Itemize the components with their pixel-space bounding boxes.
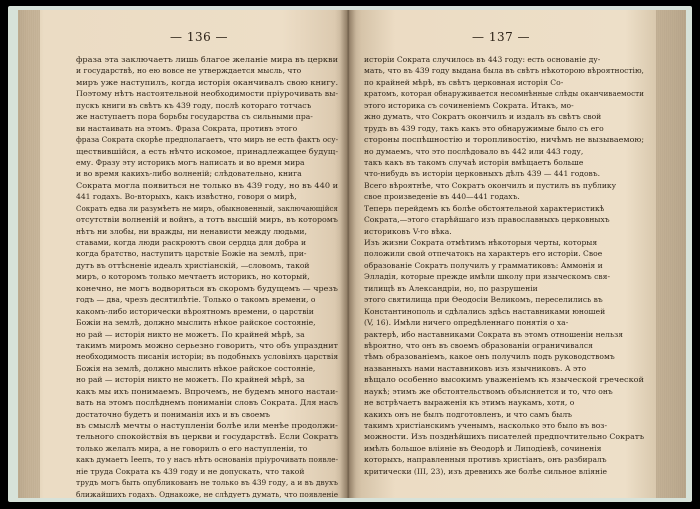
text-line: тилищѣ въ Александріи, но, по разрушеніи <box>364 283 538 293</box>
text-line: пускъ книги въ свѣтъ къ 439 году, послѣ котораго тотчасъ <box>76 100 312 110</box>
text-line: Божіи на землѣ, должно мыслить нѣкое райское состояніе, <box>76 318 316 328</box>
text-line: ближайшихъ годахъ. Однакоже, не слѣдуетъ думать, что появленіе <box>76 489 338 498</box>
text-line: какихъ онъ не былъ подготовленъ, и что самъ былъ <box>364 409 572 419</box>
text-line: Поэтому нѣтъ настоятельной необходимости пріурочивать вы- <box>76 89 338 99</box>
right-page <box>348 10 686 498</box>
text-line: рактерѣ, ибо наставниками Сократа въ этомъ отношеніи нельзя <box>364 329 624 339</box>
text-line: стороны поспѣшностію и торопливостію, ничѣмъ не вызываемою; <box>364 135 644 145</box>
text-line: положили свой отпечатокъ на характеръ его исторіи. Свое <box>364 249 603 259</box>
text-line: ставами, когда люди раскроютъ свои сердца для добра и <box>76 238 307 247</box>
text-line: конечно, не могъ водворяться въ скоромъ будущемъ — чрезъ <box>76 283 338 293</box>
left-page-edges <box>18 10 40 498</box>
text-line: историковъ V-го вѣка. <box>364 226 452 236</box>
text-line: можности. Изъ позднѣйшихъ писателей предпочтительно Сократъ <box>364 432 644 442</box>
text-line: не встрѣчаетъ выраженія къ этимъ наукамъ, хотя, о <box>364 398 575 408</box>
text-line: (V, 16). Имѣли ничего опредѣленнаго понятія о ха- <box>364 318 569 328</box>
text-line: ему. Фразу эту историкъ могъ написать и во время мира <box>76 157 305 167</box>
text-line: же наступаетъ пора борьбы государства съ сильными пра- <box>76 112 313 122</box>
text-line: тѣмъ образованіемъ, какое онъ получилъ подъ руководствомъ <box>364 352 615 362</box>
text-line: достаточно будетъ и пониманія ихъ и въ своемъ <box>76 409 271 419</box>
text-line: фраза Сократа скорѣе предполагаетъ, что миръ не есть фактъ осу- <box>76 135 338 145</box>
text-line: годъ — два, чрезъ десятилѣтіе. Только о такомъ времени, о <box>76 295 316 305</box>
text-line: но рай — исторія никто не можетъ. По крайней мѣрѣ, за <box>76 375 305 385</box>
text-line: въ смыслѣ мечты о наступленіи болѣе или менѣе продолжи- <box>76 421 338 430</box>
text-line: миръ уже наступилъ, когда исторія оканчивалъ свою книгу. <box>76 77 338 87</box>
book-gutter <box>340 10 356 498</box>
text-line: дутъ въ оттѣсненіе идеалъ христіанскій, —словомъ, такой <box>76 260 310 270</box>
text-line: ніе труда Сократа къ 439 году и не допускать, что такой <box>76 466 305 476</box>
text-line: такимъ миромъ можно серьезно говорить, что объ упразднит <box>76 340 338 350</box>
text-line: и государствѣ, но ею вовсе не утверждается мысль, что <box>76 66 302 76</box>
text-line: такимъ христіанскимъ ученымъ, насколько это было въ воз- <box>364 421 608 430</box>
left-page-number: — 136 — <box>170 30 229 44</box>
left-page <box>18 10 348 498</box>
text-line: какъ мы ихъ понимаемъ. Впрочемъ, не будемъ много настаи- <box>76 386 338 396</box>
text-line: Сократа могла появиться не только въ 439 году, но въ 440 и <box>76 180 338 190</box>
text-line: Изъ жизни Сократа отмѣтимъ нѣкоторыя черты, которыя <box>364 238 598 247</box>
text-line: Константинополь и сдѣлались здѣсь наставниками юношей <box>364 306 606 316</box>
text-line: трудъ могъ быть опубликованъ не только въ 439 году, а и въ двухъ <box>76 478 338 488</box>
open-book <box>18 10 686 498</box>
text-line: этого святилища при Ѳеодосіи Великомъ, переселились въ <box>364 295 603 305</box>
text-line: вать на этомъ послѣднемъ пониманіи словъ Сократа. Для насъ <box>76 398 338 408</box>
text-line: Божія на землѣ, должно мыслить нѣкое райское состояніе, <box>76 363 316 373</box>
text-line: Всего вѣроятнѣе, что Сократъ окончилъ и пустилъ въ публику <box>364 180 617 190</box>
text-line: что-нибудь въ исторіи церковныхъ дѣлъ 439 — 441 годовъ. <box>364 169 601 179</box>
text-line: какомъ-либо исторически вѣроятномъ времени, о царствіи <box>76 306 314 316</box>
text-line: Теперь перейдемъ къ болѣе обстоятельной характеристикѣ <box>364 203 605 213</box>
text-line: миръ, о которомъ только мечтаетъ историкъ, но который, <box>76 272 310 282</box>
text-line: нѣтъ ни злобы, ни вражды, ни ненависти между людьми, <box>76 226 307 236</box>
right-page-edges <box>656 10 686 498</box>
text-line: наукѣ; этимъ же обстоятельствомъ объясняется и то, что онъ <box>364 386 613 396</box>
text-line: вѣроятно, что онъ въ своемъ образованіи ограничивался <box>364 340 593 350</box>
text-line: необходимость писанія исторіи; въ подобныхъ условіяхъ царствія <box>76 352 338 362</box>
text-line: жно думать, что Сократъ окончилъ и издалъ въ свѣтъ свой <box>364 112 602 122</box>
text-line: Сократа,—этого старѣйшаго изъ православныхъ церковныхъ <box>364 215 610 225</box>
text-line: такъ какъ въ такомъ случаѣ исторія вмѣщаетъ больше <box>364 157 584 167</box>
text-line: тельного спокойствія въ церкви и государствѣ. Если Сократъ <box>76 432 338 442</box>
text-line: имѣлъ большое вліяніе въ Ѳеодорѣ и Липодіевѣ, сочиненія <box>364 443 602 453</box>
text-line: свое произведеніе въ 440—441 годахъ. <box>364 192 520 202</box>
text-line: которыхъ, направленныя противъ христіанъ, онъ разбиралъ <box>364 455 607 465</box>
text-line: 441 годахъ. Во-вторыхъ, какъ извѣстно, говоря о мирѣ, <box>76 192 297 202</box>
text-line: по крайней мѣрѣ, въ свѣтъ церковная исторія Со- <box>364 77 564 87</box>
text-line: когда братство, наступитъ царствіе Божіе на землѣ, при- <box>76 249 307 259</box>
text-line: кратомъ, которая обнаруживается несомнѣнные слѣды оканчиваемости <box>364 89 644 99</box>
text-line: этого историка съ сочиненіемъ Сократа. Итакъ, мо- <box>364 100 574 110</box>
text-line: и во время какихъ-либо волненій; слѣдовательно, книга <box>76 169 302 179</box>
text-line: мать, что въ 439 году выдана была въ свѣтъ нѣкоторою вѣроятностію, <box>364 66 644 76</box>
text-line: образованіе Сократъ получилъ у грамматиковъ: Аммонія и <box>364 260 603 270</box>
text-line: только желалъ мира, а не говорилъ о его наступленіи, то <box>76 443 308 453</box>
right-page-text <box>364 54 644 477</box>
text-line: но думаемъ, что это послѣдовало въ 442 или 443 году, <box>364 146 584 156</box>
text-line: трудъ въ 439 году, такъ какъ это обнаружимые было съ его <box>364 123 604 133</box>
text-line: ви настаивать на этомъ. Фраза Сократа, противъ этого <box>76 123 298 133</box>
text-line: но рай — исторія никто не можетъ. По крайней мѣрѣ, за <box>76 329 305 339</box>
right-page-number: — 137 — <box>472 30 531 44</box>
text-line: названныхъ нами наставниковъ изъ язычниковъ. А это <box>364 363 587 373</box>
text-line: исторіи Сократа случилось въ 443 году: есть основаніе ду- <box>364 55 601 64</box>
text-line: какъ думаетъ Іеепъ, то у насъ нѣтъ основанія пріурочивать появле- <box>76 455 338 465</box>
text-line: критически (III, 23), изъ древнихъ же болѣе сильное вліяніе <box>364 466 608 476</box>
text-line: отсутствіи волненій и войнъ, а тотъ высшій миръ, въ которомъ <box>76 215 338 225</box>
text-line: Элладія, которые прежде имѣли школу при языческомъ свя- <box>364 272 611 282</box>
text-line: вѣщало особенно высокимъ уваженіемъ къ языческой греческой <box>364 375 644 385</box>
text-line: фраза эта заключаетъ лишь благое желаніе мира въ церкви <box>76 55 338 64</box>
left-page-text <box>76 54 338 498</box>
text-line: ществившійся, а есть нѣчто искомое, принадлежащее будущ- <box>76 146 338 156</box>
text-line: Сократъ едва ли разумѣетъ не миръ, обыкновенный, заключающійся <box>76 203 338 213</box>
